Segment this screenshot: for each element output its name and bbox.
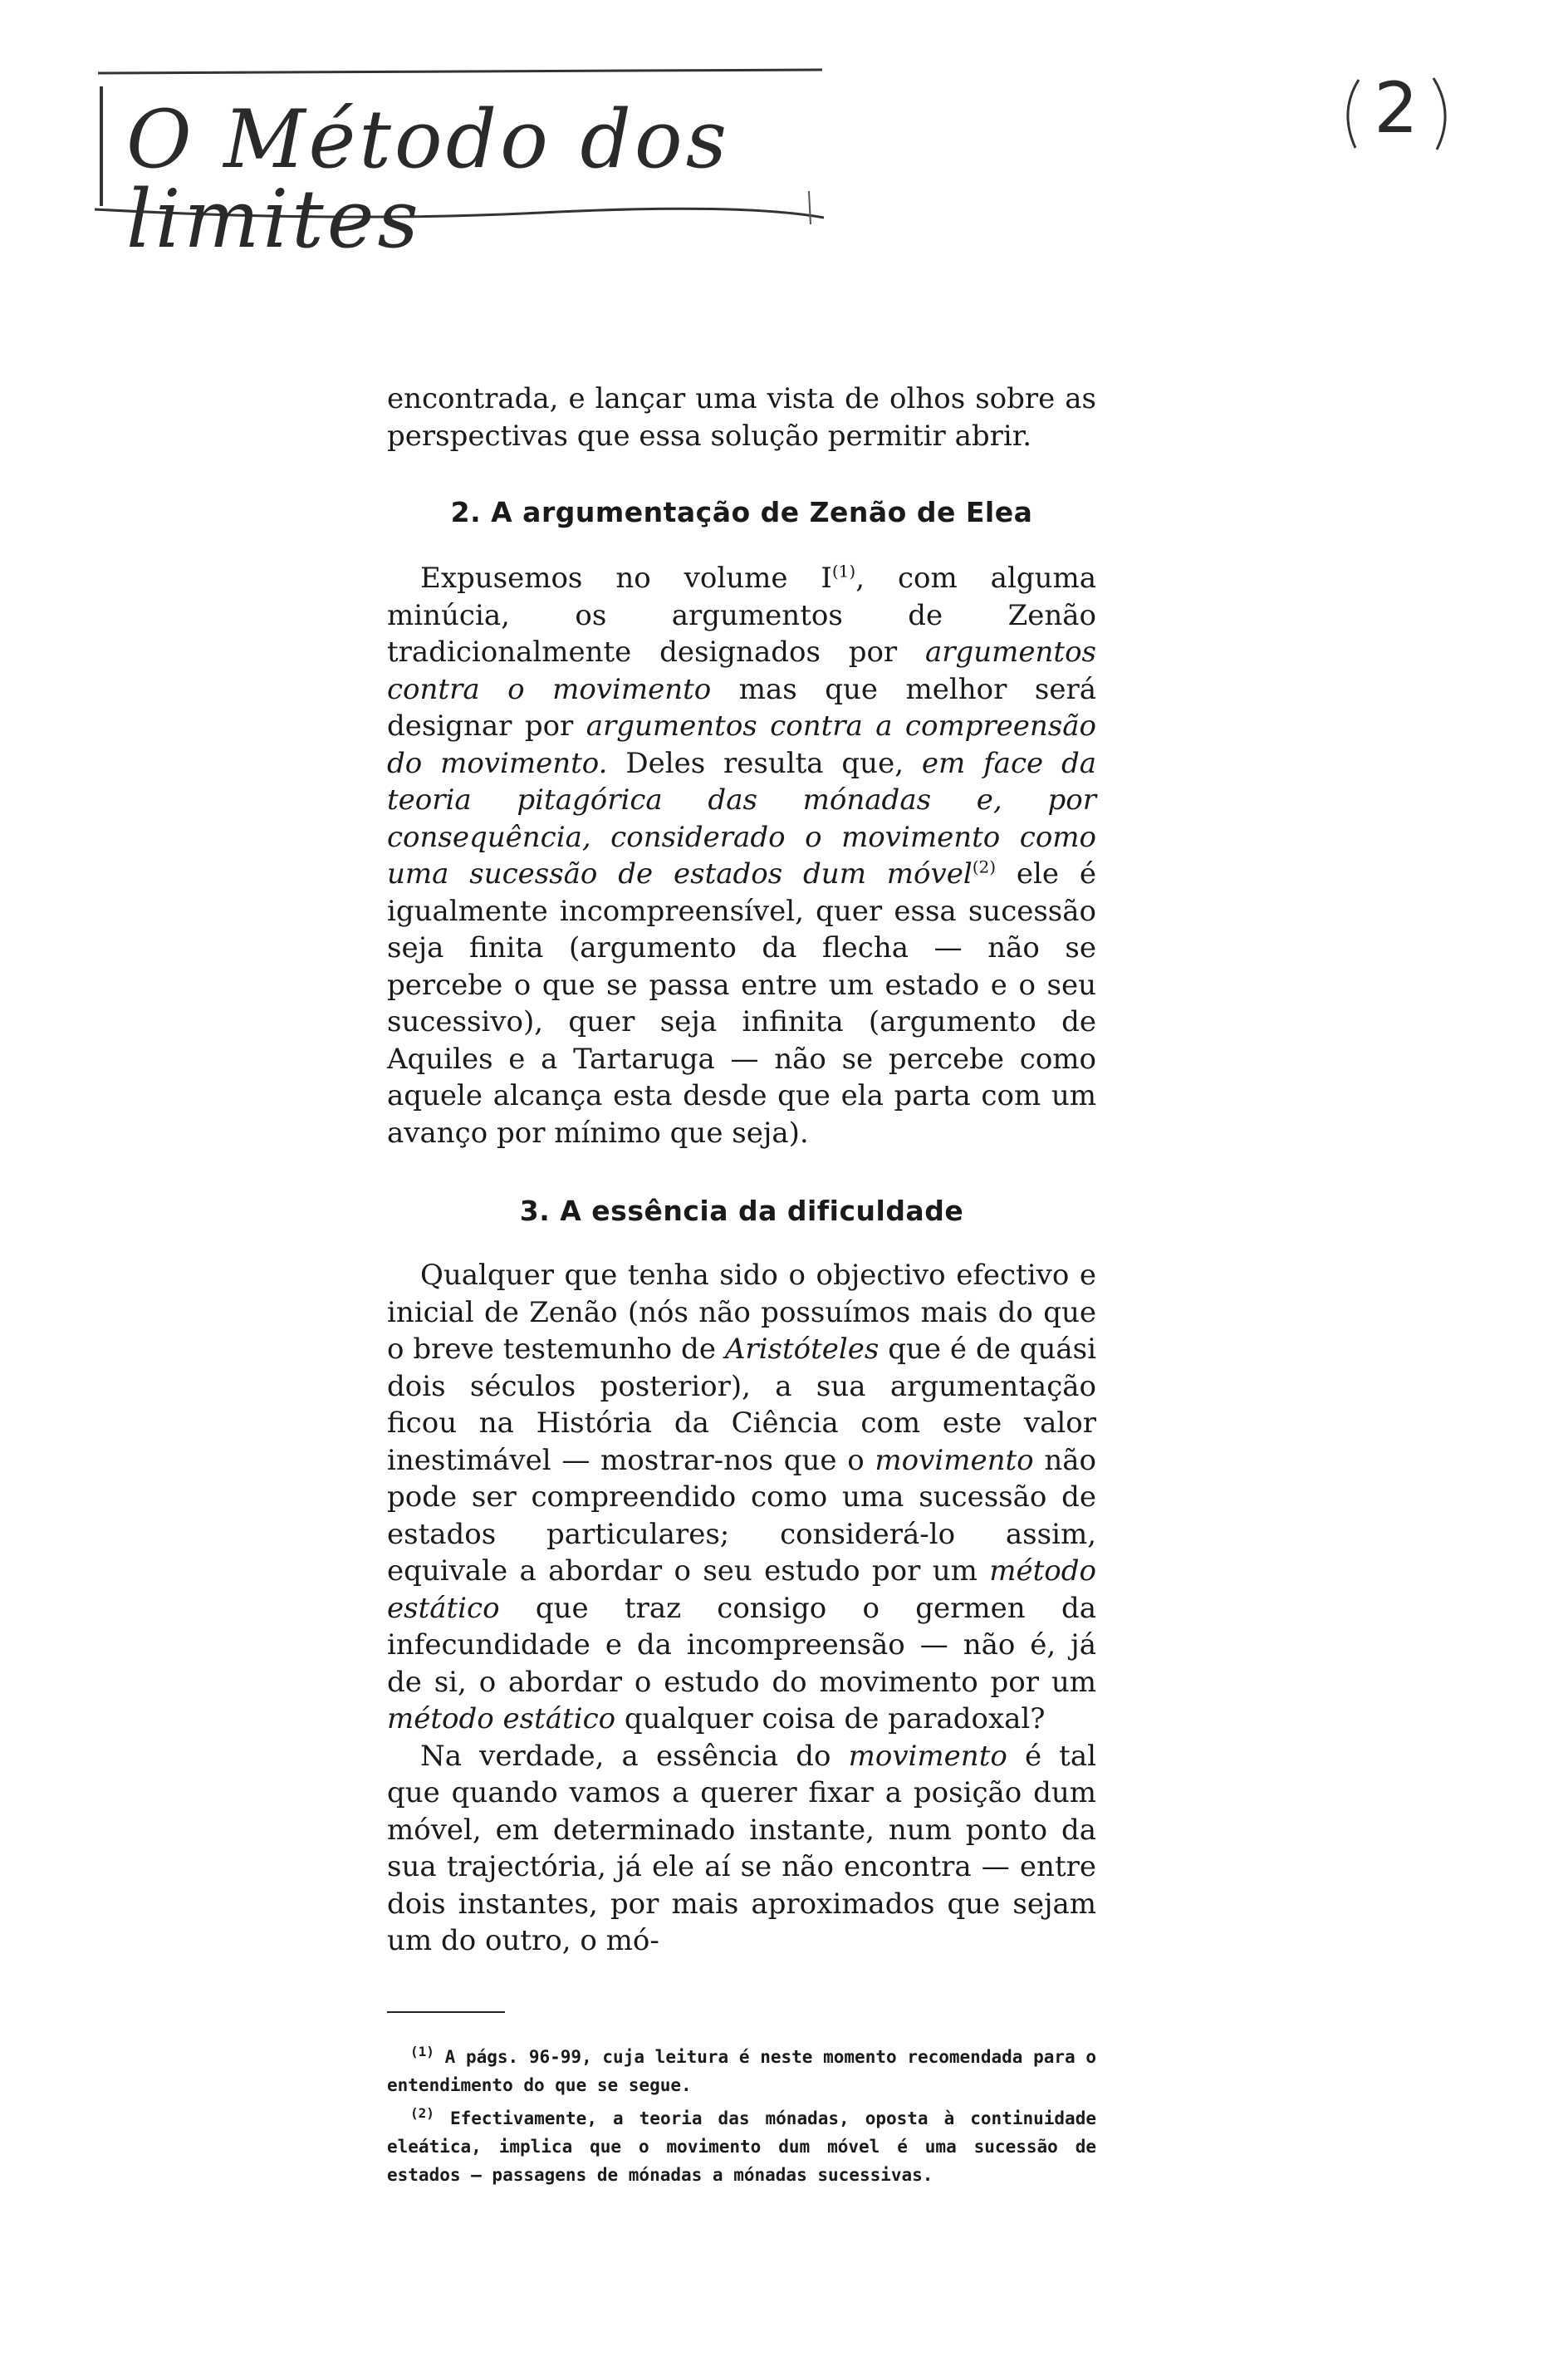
text-run: qualquer coisa de paradoxal? — [615, 1702, 1046, 1735]
page-number: 2 — [1374, 67, 1419, 149]
italic-run: método estático — [387, 1702, 616, 1735]
italic-run: argumentos contra o movimento — [387, 636, 1096, 706]
handwritten-page-number — [1334, 68, 1458, 160]
section-3-paragraph-2 — [387, 1738, 1096, 1960]
footnote-divider — [387, 2011, 505, 2013]
footnote-ref-1: (1) — [831, 561, 856, 582]
text-run: não pode ser compreendido como uma sucessão de estados particulares; considerá-lo assim, equivale a abordar o seu estudo por um — [387, 1443, 1096, 1588]
section-2-paragraph — [387, 560, 1096, 1151]
section-heading-3: 3. A essência da dificuldade — [519, 1195, 964, 1227]
text-run: Qualquer que tenha sido o objectivo efectivo e inicial de Zenão (nós não possuímos mais do que o breve testemunho de — [387, 1259, 1096, 1366]
section-heading-2: 2. A argumentação de Zenão de Elea — [450, 496, 1033, 528]
text-run: que é de quási dois séculos posterior), a sua argumentação ficou na História da Ciência com este valor inestimável — mostrar-nos que o — [387, 1333, 1096, 1477]
text-run: Na verdade, a essência do — [420, 1739, 849, 1773]
footnote-1 — [387, 2043, 1096, 2099]
italic-run: método estático — [387, 1554, 1096, 1625]
footnote-ref-2: (2) — [972, 857, 997, 877]
footnote-mark: (1) — [410, 2043, 434, 2059]
footnote-text: A págs. 96-99, cuja leitura é neste momento recomendada para o entendimento do que se segue. — [387, 2046, 1096, 2095]
footnote-mark: (2) — [410, 2104, 434, 2121]
text-run: , com alguma minúcia, os argumentos de Zenão tradicionalmente designados por — [387, 562, 1096, 669]
page-body — [387, 380, 1096, 2189]
text-run: Deles resulta que, — [607, 746, 922, 780]
text-run: que traz consigo o germen da infecundidade e da incompreensão — não é, já de si, o abordar o estudo do movimento por um — [387, 1591, 1096, 1699]
intro-line-1: encontrada, e lançar uma vista de olhos sobre as — [387, 382, 1096, 415]
italic-run: movimento — [848, 1739, 1007, 1773]
text-run: é tal que quando vamos a querer fixar a posição dum móvel, em determinado instante, num ponto da sua trajectória, já ele aí se não encontra — entre dois instantes, por mais aproximados que sejam um do outro, o mó- — [387, 1739, 1096, 1957]
text-run: Expusemos no volume I — [420, 562, 832, 595]
footnote-text: Efectivamente, a teoria das mónadas, oposta à continuidade eleática, implica que o movimento dum móvel é uma sucessão de estados — passagens de mónadas a mónadas sucessivas. — [387, 2108, 1096, 2185]
intro-line-2: perspectivas que essa solução permitir abrir. — [387, 419, 1032, 453]
handwritten-title: O Método dos limites — [126, 93, 730, 266]
section-3-paragraph-1 — [387, 1257, 1096, 1738]
text-run: ele é igualmente incompreensível, quer essa sucessão seja finita (argumento da flecha — não se percebe o que se passa entre um estado e o seu sucessivo), quer seja infinita (argumento de Aquiles e a Tartaruga — não se percebe como aquele alcança esta desde que ela parta com um avanço por mínimo que seja). — [387, 857, 1096, 1150]
italic-run: argumentos contra a compreensão do movimento. — [387, 709, 1096, 780]
italic-run: movimento — [875, 1443, 1034, 1477]
text-run: mas que melhor será designar por — [387, 672, 1096, 743]
italic-run: em face da teoria pitagórica das mónadas e, por consequência, considerado o movimento como uma sucessão de estados dum móvel — [387, 746, 1097, 891]
footnote-2 — [387, 2104, 1096, 2189]
handwritten-title-box — [93, 66, 824, 266]
italic-run: Aristóteles — [724, 1333, 880, 1366]
intro-paragraph — [387, 380, 1096, 454]
